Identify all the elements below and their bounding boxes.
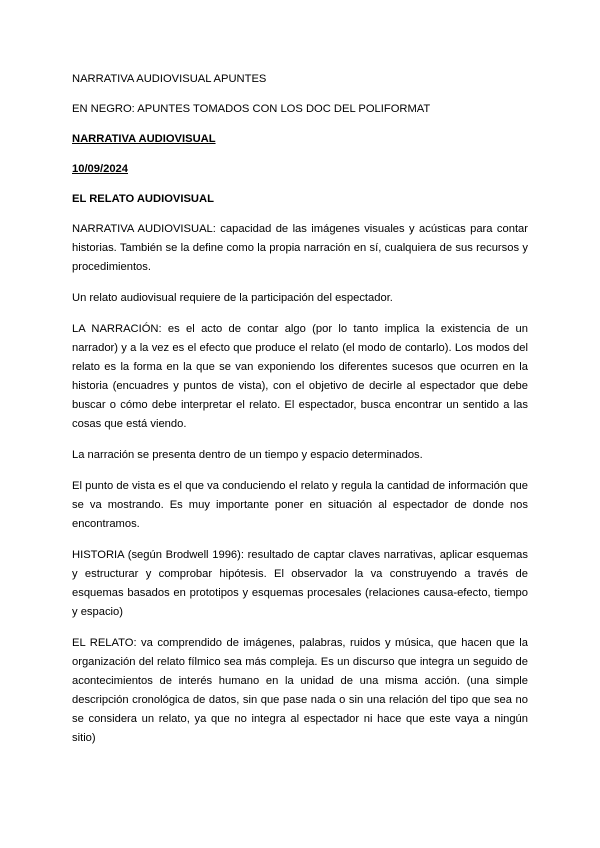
date-heading: 10/09/2024: [72, 163, 128, 175]
paragraph-narrativa: NARRATIVA AUDIOVISUAL: capacidad de las imágenes visuales y acústicas para contar historias. También se la define como la propia narración en sí, cualquiera de sus recursos y procedimientos.: [72, 223, 528, 273]
paragraph-tiempo-espacio: La narración se presenta dentro de un tiempo y espacio determinados.: [72, 449, 423, 461]
paragraph-historia: HISTORIA (según Brodwell 1996): resultado de captar claves narrativas, aplicar esquemas y estructurar y comprobar hipótesis. El observador la va construyendo a través de esquemas basados en prototipos y esquemas procesales (relaciones causa-efecto, tiempo y espacio): [72, 549, 528, 618]
paragraph-el-relato: EL RELATO: va comprendido de imágenes, palabras, ruidos y música, que hacen que la organización del relato fílmico sea más compleja. Es un discurso que integra un seguido de acontecimientos de interés humano en la unidad de una misma acción. (una simple descripción cronológica de datos, sin que pase nada o sin una relación del tipo que sea no se considera un relato, ya que no integra al espectador ni hace que este vaya a ningún sitio): [72, 637, 528, 744]
section-heading: NARRATIVA AUDIOVISUAL: [72, 133, 216, 145]
paragraph-relato-espectador: Un relato audiovisual requiere de la participación del espectador.: [72, 292, 393, 304]
document-page: [72, 70, 528, 748]
note-line: EN NEGRO: APUNTES TOMADOS CON LOS DOC DEL POLIFORMAT: [72, 103, 431, 115]
doc-title: NARRATIVA AUDIOVISUAL APUNTES: [72, 73, 267, 85]
subheading: EL RELATO AUDIOVISUAL: [72, 193, 214, 205]
paragraph-punto-de-vista: El punto de vista es el que va conduciendo el relato y regula la cantidad de información que se va mostrando. Es muy importante poner en situación al espectador de donde nos encontramos.: [72, 480, 528, 530]
paragraph-narracion: LA NARRACIÓN: es el acto de contar algo (por lo tanto implica la existencia de un narrador) y a la vez es el efecto que produce el relato (el modo de contarlo). Los modos del relato es la forma en la que se van exponiendo los diferentes sucesos que ocurren en la historia (encuadres y puntos de vista), con el objetivo de decirle al espectador que debe buscar o cómo debe interpretar el relato. El espectador, busca encontrar un sentido a las cosas que está viendo.: [72, 323, 528, 430]
